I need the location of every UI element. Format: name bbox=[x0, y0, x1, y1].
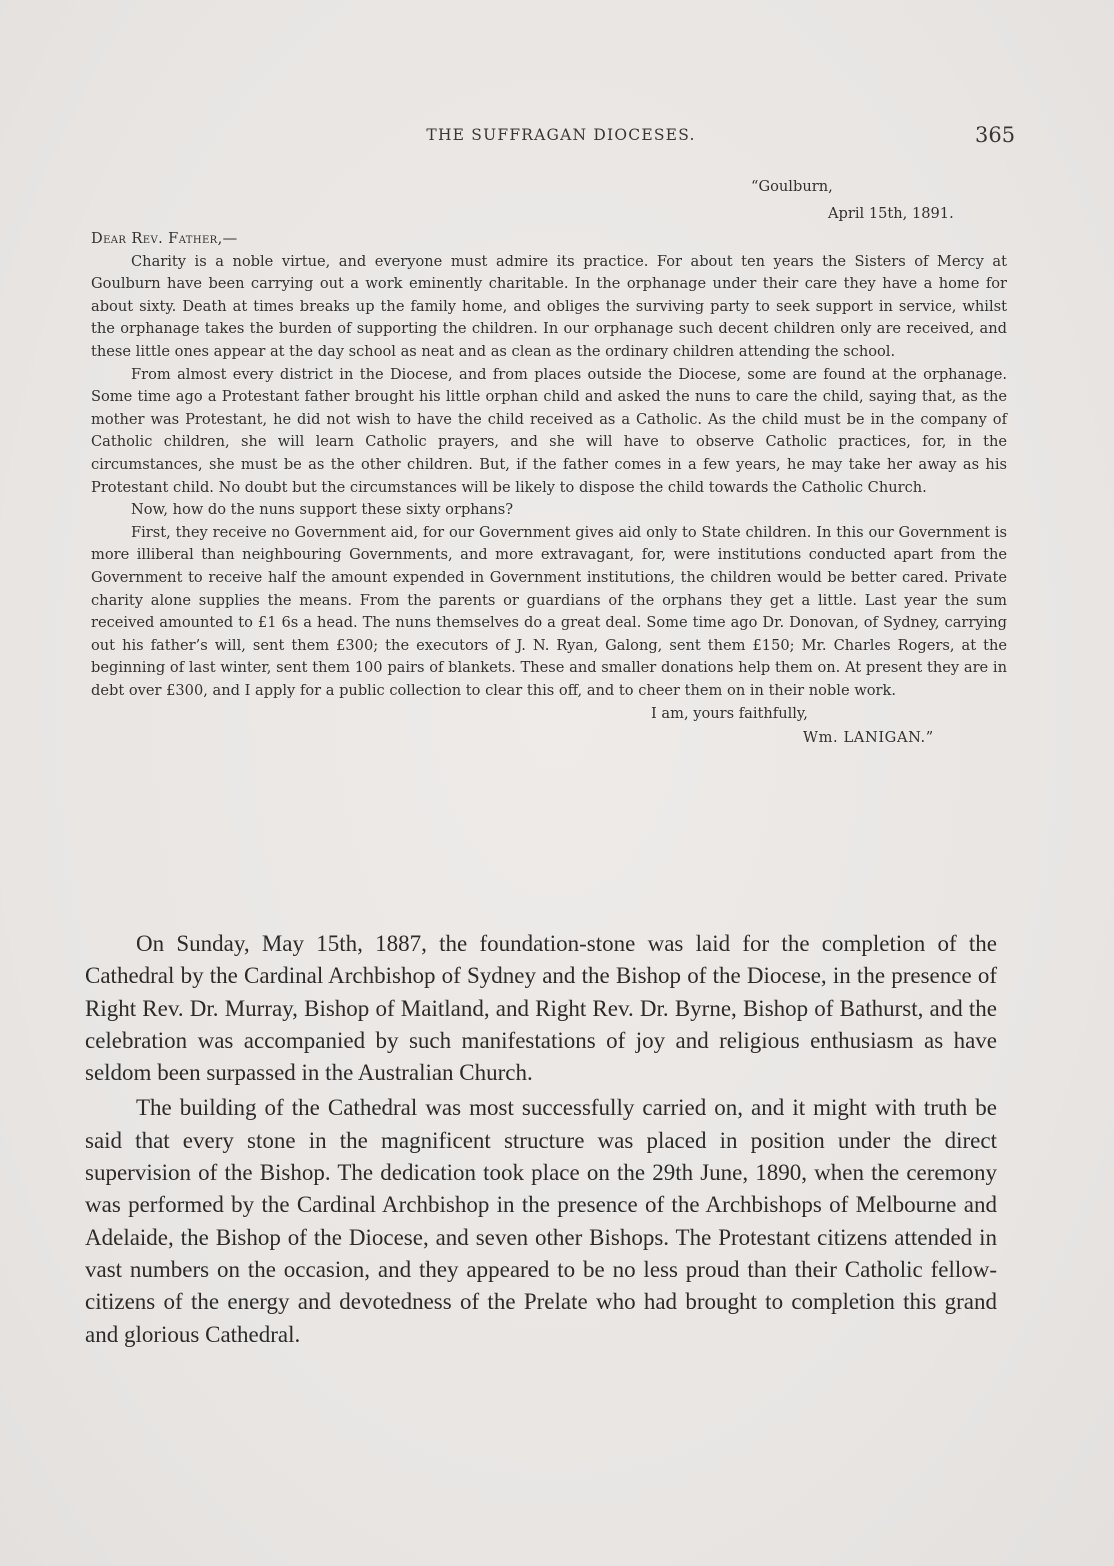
letter-salutation: Dear Rev. Father,— bbox=[91, 230, 238, 247]
letter-paragraph: Now, how do the nuns support these sixty orphans? bbox=[131, 501, 514, 519]
letter-dateline bbox=[91, 176, 1007, 222]
narrative-paragraph: The building of the Cathedral was most successfully carried on, and it might with truth be said that every stone in the magnificent structure was placed in position under the direct supervision of the Bishop. The dedication took place on the 29th June, 1890, when the ceremony was performed by the Cardinal Archbishop in the presence of the Archbishops of Melbourne and Adelaide, the Bishop of the Diocese, and seven other Bishops. The Protestant citizens attended in vast numbers on the occasion, and they appeared to be no less proud than their Catholic fellow-citizens of the energy and devotedness of the Prelate who had brought to completion this grand and glorious Cathedral. bbox=[85, 1095, 997, 1347]
letter-paragraph: Charity is a noble virtue, and everyone must admire its practice. For about ten years the Sisters of Mercy at Goulburn have been carrying out a work eminently charitable. In the orphanage under their care they have a home for about sixty. Death at times breaks up the family home, and obliges the surviving party to seek support in service, whilst the orphanage takes the burden of supporting the children. In our orphanage such decent children only are received, and these little ones appear at the day school as neat and as clean as the ordinary children attending the school. bbox=[91, 252, 1007, 360]
letter-closing bbox=[91, 703, 1007, 749]
running-title: THE SUFFRAGAN DIOCESES. bbox=[426, 126, 696, 144]
page-number: 365 bbox=[975, 123, 1016, 147]
quoted-letter bbox=[91, 176, 1007, 749]
letter-place: “Goulburn, bbox=[751, 178, 833, 195]
narrative-text bbox=[85, 928, 997, 1354]
letter-paragraph: First, they receive no Government aid, for our Government gives aid only to State children. In this our Government is more illiberal than neighbouring Governments, and more extravagant, for, were institutions conducted apart from the Government to receive half the amount expended in Government institutions, the children would be better cared. Private charity alone supplies the means. From the parents or guardians of the orphans they get a little. Last year the sum received amounted to £1 6s a head. The nuns themselves do a great deal. Some time ago Dr. Donovan, of Sydney, carrying out his father’s will, sent them £300; the executors of J. N. Ryan, Galong, sent them £150; Mr. Charles Rogers, at the beginning of last winter, sent them 100 pairs of blankets. These and smaller donations help them on. At present they are in debt over £300, and I apply for a public collection to clear this off, and to cheer them on in their noble work. bbox=[91, 523, 1007, 699]
letter-paragraph: From almost every district in the Diocese, and from places outside the Diocese, some are found at the orphanage. Some time ago a Protestant father brought his little orphan child and asked the nuns to care the child, saying that, as the mother was Protestant, he did not wish to have the child received as a Catholic. As the child must be in the company of Catholic children, she will learn Catholic prayers, and she will have to observe Catholic practices, for, in the circumstances, she must be as the other children. But, if the father comes in a few years, he may take her away as his Protestant child. No doubt but the circumstances will be likely to dispose the child towards the Catholic Church. bbox=[91, 365, 1007, 496]
running-head bbox=[0, 123, 1114, 150]
narrative-paragraph: On Sunday, May 15th, 1887, the foundation-stone was laid for the completion of the Cathedral by the Cardinal Archbishop of Sydney and the Bishop of the Diocese, in the presence of Right Rev. Dr. Murray, Bishop of Maitland, and Right Rev. Dr. Byrne, Bishop of Bathurst, and the celebration was accompanied by such manifestations of joy and religious enthusiasm as have seldom been surpassed in the Australian Church. bbox=[85, 931, 997, 1086]
letter-closing-line: I am, yours faithfully, bbox=[651, 705, 808, 723]
letter-signature: Wm. LANIGAN.” bbox=[803, 729, 934, 747]
letter-date: April 15th, 1891. bbox=[828, 205, 954, 222]
